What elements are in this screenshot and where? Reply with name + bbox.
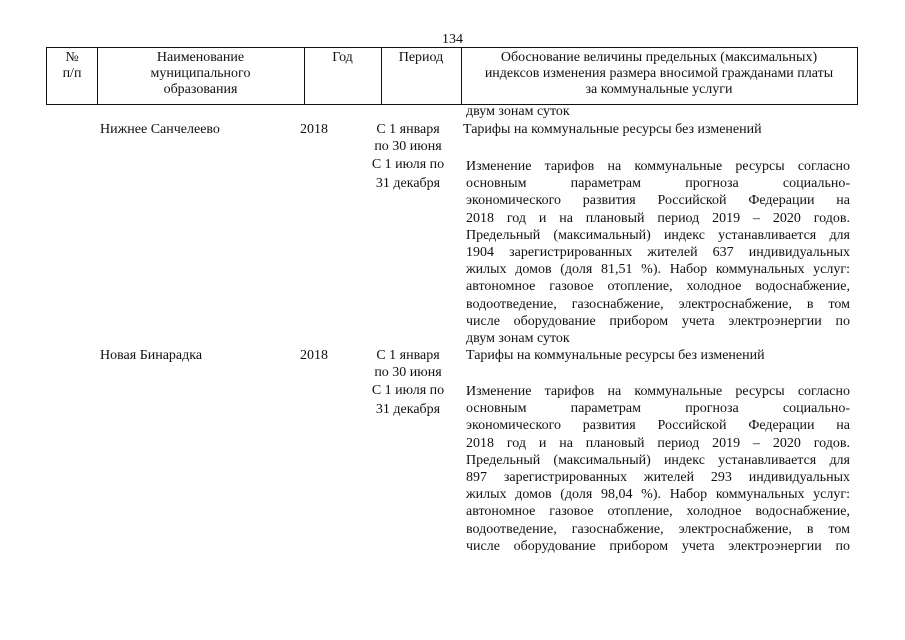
header-year: Год	[332, 50, 353, 65]
header-basis: Обоснование величины предельных (максимальных) индексов изменения размера вносимой гражданами платы за коммунальные услуги	[484, 50, 834, 97]
period-cell: С 1 января по 30 июня	[374, 122, 442, 154]
table-header	[46, 47, 858, 105]
basis-text: Изменение тарифов на коммунальные ресурсы согласно основным параметрам прогноза социально- экономического развития Российской Федерации на 2018 год и на плановый период 2019 – 2020 годов. Предельный (максимальный) индекс устанавливается для 1904 зарегистрированных жителей 637 индивидуальных жилых домов (доля 81,51 %). Набор коммунальных услуг: автономное газовое отопление, холодное водоснабжение, водоотведение, газоснабжение, электроснабжение, в том числе оборудование прибором учета электроэнергии по двум зонам суток	[466, 159, 850, 347]
header-period: Период	[398, 50, 444, 65]
period-cell: С 1 июля по 31 декабря	[371, 157, 445, 191]
basis-text: Тарифы на коммунальные ресурсы без изменений	[466, 348, 765, 363]
year-cell: 2018	[300, 348, 328, 363]
municipality-name: Нижнее Санчелеево	[100, 122, 220, 137]
header-name: Наименование муниципального образования	[150, 50, 251, 97]
period-cell: С 1 января по 30 июня	[374, 348, 442, 380]
basis-text: Изменение тарифов на коммунальные ресурсы согласно основным параметрам прогноза социально- экономического развития Российской Федерации на 2018 год и на плановый период 2019 – 2020 годов. Предельный (максимальный) индекс устанавливается для 897 зарегистрированных жителей 293 индивидуальных жилых домов (доля 98,04 %). Набор коммунальных услуг: автономное газовое отопление, холодное водоснабжение, водоотведение, газоснабжение, электроснабжение, в том числе оборудование прибором учета электроэнергии по	[466, 384, 850, 554]
municipality-name: Новая Бинарадка	[100, 348, 203, 363]
page-number: 134	[442, 32, 463, 47]
year-cell: 2018	[300, 122, 328, 137]
header-num: № п/п	[62, 50, 82, 81]
period-cell: С 1 июля по 31 декабря	[371, 383, 445, 417]
basis-text: Тарифы на коммунальные ресурсы без изменений	[463, 122, 762, 137]
continuation-text: двум зонам суток	[466, 104, 570, 119]
